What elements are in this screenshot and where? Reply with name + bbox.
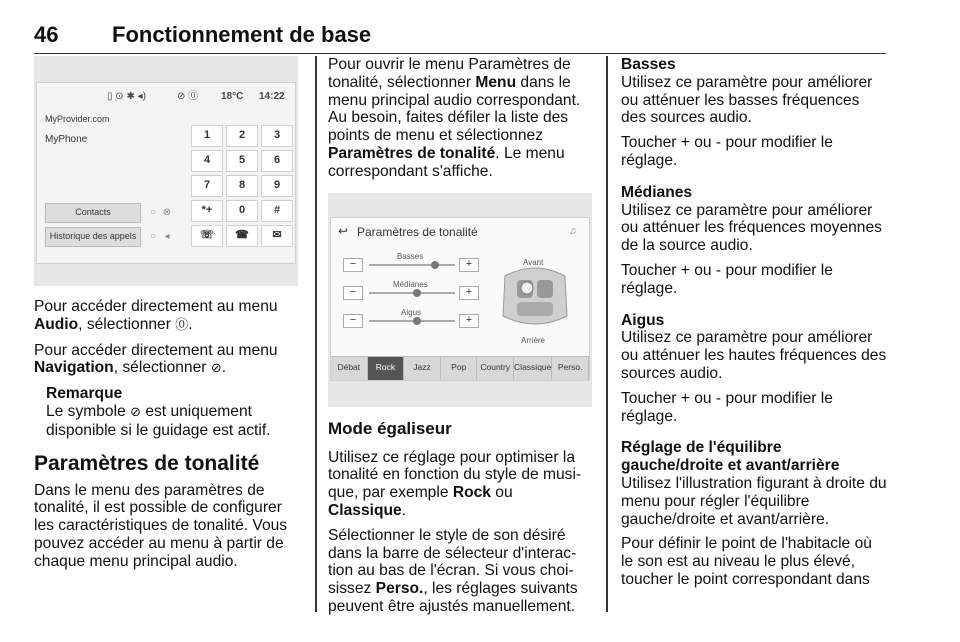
tone-settings-illustration	[328, 193, 592, 407]
tab-jazz[interactable]: Jazz	[404, 357, 441, 380]
paragraph-medianes: Utilisez ce paramètre pour améliorer ou atténuer les fréquences moyennes de la source audio.	[621, 201, 882, 255]
mid-slider-knob[interactable]	[413, 289, 421, 297]
tab-pop[interactable]: Pop	[441, 357, 478, 380]
key-7[interactable]: 7	[191, 175, 223, 197]
column-divider	[606, 56, 608, 612]
column-divider	[315, 56, 317, 612]
paragraph-balance: Utilisez l'illustration figurant à droite du menu pour régler l'équilibre gauche/droite et avant/arrière.	[621, 474, 887, 528]
slider-label-bass: Basses	[397, 251, 424, 261]
hangup-icon[interactable]: ☎	[226, 225, 258, 247]
music-note-icon: ♫	[569, 225, 577, 237]
radio-icon: ○	[149, 231, 157, 243]
navigation-icon: ⊘	[130, 404, 141, 420]
paragraph-navigation: Pour accéder directement au menu Navigation, sélectionner ⊘.	[34, 341, 278, 377]
call-history-button[interactable]: Historique des appels	[45, 227, 141, 247]
status-icons: ▯ ⊙ ✱ ◂)	[107, 91, 146, 102]
heading-balance: Réglage de l'équilibre gauche/droite et avant/arrière	[621, 439, 840, 475]
tab-classique[interactable]: Classique	[514, 357, 552, 380]
audio-icon: ⓪	[175, 317, 189, 333]
nav-icon: ⊘ ⓪	[177, 91, 199, 102]
mid-slider[interactable]	[369, 292, 455, 294]
radio-icon: ○	[149, 207, 157, 219]
key-2[interactable]: 2	[226, 125, 258, 147]
mute-mic-icon: ⊗	[162, 207, 172, 219]
slider-label-treble: Aigus	[401, 307, 422, 317]
key-9[interactable]: 9	[261, 175, 293, 197]
tab-rock[interactable]: Rock	[368, 357, 405, 380]
speaker-icon: ◂	[164, 231, 170, 243]
treble-minus-button[interactable]: −	[343, 314, 363, 328]
subsection-heading: Mode égaliseur	[328, 418, 452, 438]
treble-slider[interactable]	[369, 320, 455, 322]
key-hash[interactable]: #	[261, 200, 293, 222]
paragraph-audio: Pour accéder directement au menu Audio, sélectionner ⓪.	[34, 298, 278, 333]
provider-name: MyProvider.com	[45, 114, 110, 124]
key-6[interactable]: 6	[261, 150, 293, 172]
heading-aigus: Aigus	[621, 311, 665, 329]
back-arrow-icon[interactable]: ↩	[337, 223, 349, 238]
page-header	[34, 8, 886, 54]
tab-perso[interactable]: Perso.	[552, 357, 589, 380]
phone-screen-illustration	[34, 56, 298, 286]
paragraph-basses: Utilisez ce paramètre pour améliorer ou atténuer les basses fréquences des sources audio.	[621, 73, 873, 127]
treble-slider-knob[interactable]	[413, 317, 421, 325]
key-8[interactable]: 8	[226, 175, 258, 197]
page-title: Fonctionnement de base	[112, 22, 372, 47]
remark-box	[34, 385, 304, 439]
mail-icon[interactable]: ✉	[261, 225, 293, 247]
paragraph-touch: Toucher + ou - pour modifier le réglage.	[621, 134, 833, 169]
column-1	[34, 56, 304, 578]
key-1[interactable]: 1	[191, 125, 223, 147]
temperature: 18°C	[221, 91, 244, 102]
paragraph-touch: Toucher + ou - pour modifier le réglage.	[621, 389, 833, 425]
bass-plus-button[interactable]: +	[459, 258, 479, 272]
mid-plus-button[interactable]: +	[459, 286, 479, 300]
section-heading: Paramètres de tonalité	[34, 451, 260, 475]
paragraph-equalizer: Utilisez ce réglage pour optimiser la tonalité en fonction du style de musi-que, par exemple Rock ou Classique.	[328, 448, 582, 519]
paragraph-open-menu: Pour ouvrir le menu Paramètres de tonalité, sélectionner Menu dans le menu principal audio correspondant. Au besoin, faites défiler la liste des points de menu et sélectionnez Paramètres de tonalité. Le menu correspondant s'affiche.	[328, 56, 581, 180]
heading-medianes: Médianes	[621, 183, 693, 201]
keypad	[191, 125, 293, 247]
bass-slider[interactable]	[369, 264, 455, 266]
paragraph-aigus: Utilisez ce paramètre pour améliorer ou atténuer les hautes fréquences des sources audio.	[621, 329, 887, 382]
remark-title: Remarque	[46, 385, 123, 403]
column-3	[621, 56, 887, 596]
phone-screen	[36, 82, 296, 264]
key-5[interactable]: 5	[226, 150, 258, 172]
page-number: 46	[34, 22, 59, 47]
column-2	[328, 56, 594, 623]
slider-label-mid: Médianes	[393, 279, 428, 289]
paragraph-select-style: Sélectionner le style de son désiré dans la barre de sélecteur d'interac-tion au bas de l'écran. Si vous choi-sissez Perso., les réglages suivants peuvent être ajustés manuellement.	[328, 526, 578, 615]
balance-fader-seats[interactable]	[497, 266, 573, 328]
contacts-button[interactable]: Contacts	[45, 203, 141, 223]
key-4[interactable]: 4	[191, 150, 223, 172]
clock: 14:22	[259, 91, 285, 102]
status-bar	[37, 83, 295, 105]
tone-settings-screen	[330, 217, 590, 381]
heading-basses: Basses	[621, 56, 676, 73]
phone-name: MyPhone	[45, 134, 88, 145]
tab-debat[interactable]: Débat	[331, 357, 368, 380]
screen-title: Paramètres de tonalité	[357, 224, 478, 239]
treble-plus-button[interactable]: +	[459, 314, 479, 328]
equalizer-tab-bar	[331, 356, 589, 380]
front-label: Avant	[523, 257, 544, 267]
key-3[interactable]: 3	[261, 125, 293, 147]
bass-slider-knob[interactable]	[431, 261, 439, 269]
paragraph-touch: Toucher + ou - pour modifier le réglage.	[621, 261, 833, 297]
remark-text: Le symbole ⊘ est uniquement disponible si le guidage est actif.	[46, 402, 271, 439]
key-0[interactable]: 0	[226, 200, 258, 222]
rear-label: Arrière	[521, 335, 546, 345]
paragraph-intro: Dans le menu des paramètres de tonalité, il est possible de configurer les caractéristiques de tonalité. Vous pouvez accéder au menu à partir de chaque menu principal audio.	[34, 481, 288, 570]
paragraph-balance-point: Pour définir le point de l'habitacle où le son est au niveau le plus élevé, toucher le point correspondant dans	[621, 535, 872, 588]
navigation-icon: ⊘	[210, 361, 222, 377]
tab-country[interactable]: Country	[477, 357, 514, 380]
phone-icon[interactable]: ☏	[191, 225, 223, 247]
key-star[interactable]: *+	[191, 200, 223, 222]
mid-minus-button[interactable]: −	[343, 286, 363, 300]
bass-minus-button[interactable]: −	[343, 258, 363, 272]
